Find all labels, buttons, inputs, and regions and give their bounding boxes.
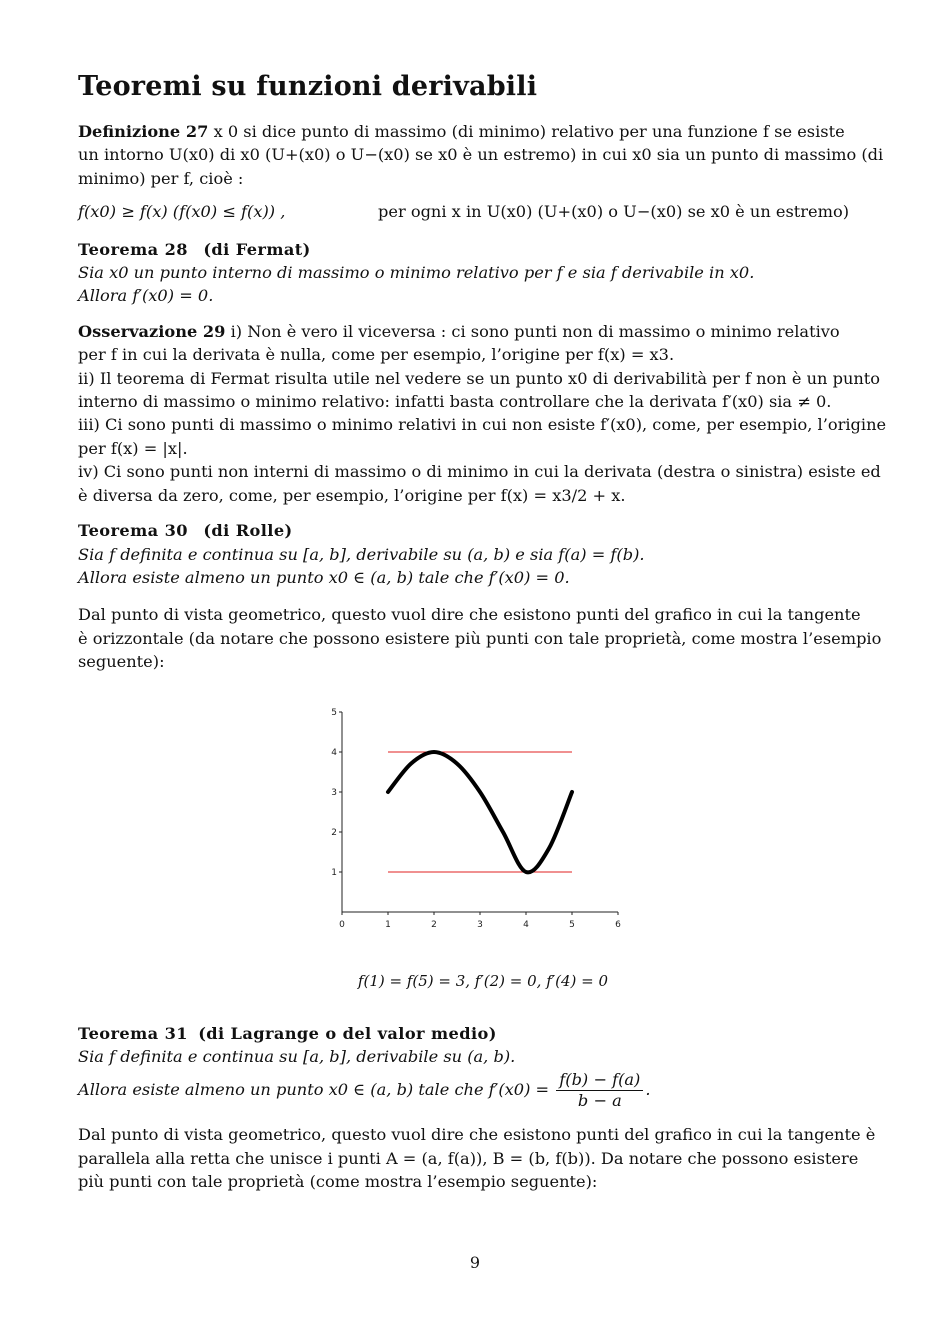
theorem-30 bbox=[78, 519, 888, 589]
theorem-statement: Sia x0 un punto interno di massimo o minimo relativo per f e sia f derivabile in x0. bbox=[78, 263, 755, 283]
fraction-denominator: b − a bbox=[577, 1091, 622, 1111]
definition-line: un intorno U(x0) di x0 (U+(x0) o U−(x0) se x0 è un estremo) in cui x0 sia un punto di massimo (di bbox=[78, 145, 884, 165]
function-curve bbox=[388, 752, 572, 872]
fraction-numerator: f(b) − f(a) bbox=[556, 1070, 643, 1091]
x-tick-label: 3 bbox=[477, 919, 483, 930]
observation-line: per f(x) = |x|. bbox=[78, 438, 188, 458]
definition-label: Definizione 27 bbox=[78, 122, 209, 141]
definition-line: minimo) per f, cioè : bbox=[78, 168, 244, 188]
conclusion-text: Allora esiste almeno un punto x0 ∈ (a, b) tale che f′(x0) = bbox=[78, 1080, 550, 1100]
theorem-statement: Sia f definita e continua su [a, b], derivabile su (a, b). bbox=[78, 1046, 516, 1066]
chart-caption: f(1) = f(5) = 3, f′(2) = 0, f′(4) = 0 bbox=[357, 971, 609, 990]
theorem-31 bbox=[78, 1022, 888, 1112]
paragraph-line: Dal punto di vista geometrico, questo vuol dire che esistono punti del grafico in cui la tangente è bbox=[78, 1125, 876, 1145]
paragraph-line: più punti con tale proprietà (come mostra l’esempio seguente): bbox=[78, 1172, 598, 1192]
rolle-chart-figure bbox=[78, 704, 888, 1014]
observation-line: iii) Ci sono punti di massimo o minimo relativi in cui non esiste f′(x0), come, per esempio, l’origine bbox=[78, 415, 887, 435]
page-number: 9 bbox=[469, 1253, 481, 1272]
paragraph-line: seguente): bbox=[78, 652, 165, 672]
x-tick-label: 2 bbox=[431, 919, 437, 930]
page-content bbox=[78, 70, 888, 1206]
page-title: Teoremi su funzioni derivabili bbox=[78, 71, 538, 102]
x-tick-label: 6 bbox=[615, 919, 621, 930]
rolle-chart bbox=[328, 704, 638, 944]
definition-27 bbox=[78, 120, 888, 224]
observation-line: i) Non è vero il viceversa : ci sono punti non di massimo o minimo relativo bbox=[230, 321, 840, 341]
definition-equation bbox=[78, 200, 888, 223]
mean-value-fraction bbox=[556, 1070, 643, 1111]
theorem-28 bbox=[78, 238, 888, 308]
y-tick-label: 2 bbox=[331, 827, 337, 838]
x-tick-label: 4 bbox=[523, 919, 529, 930]
observation-line: per f in cui la derivata è nulla, come per esempio, l’origine per f(x) = x3. bbox=[78, 345, 675, 365]
paragraph-line: parallela alla retta che unisce i punti A = (a, f(a)), B = (b, f(b)). Da notare che possono esistere bbox=[78, 1148, 859, 1168]
theorem-statement: Sia f definita e continua su [a, b], derivabile su (a, b) e sia f(a) = f(b). bbox=[78, 544, 645, 564]
x-tick-label: 1 bbox=[385, 919, 391, 930]
equation-right: per ogni x in U(x0) (U+(x0) o U−(x0) se x0 è un estremo) bbox=[378, 202, 850, 222]
observation-29 bbox=[78, 320, 888, 507]
observation-label: Osservazione 29 bbox=[78, 321, 226, 341]
geometric-paragraph-1 bbox=[78, 603, 888, 673]
paragraph-line: Dal punto di vista geometrico, questo vuol dire che esistono punti del grafico in cui la tangente bbox=[78, 605, 861, 625]
theorem-conclusion: Allora f′(x0) = 0. bbox=[78, 286, 214, 306]
theorem-label: Teorema 30 bbox=[78, 521, 188, 541]
y-tick-label: 3 bbox=[331, 787, 337, 798]
theorem-name: (di Rolle) bbox=[203, 521, 293, 541]
theorem-conclusion: Allora esiste almeno un punto x0 ∈ (a, b) tale che f′(x0) = $\frac{f(b) - f(a)}{b - a}$ . bbox=[78, 1070, 651, 1111]
y-tick-label: 1 bbox=[331, 867, 337, 878]
theorem-conclusion: Allora esiste almeno un punto x0 ∈ (a, b) tale che f′(x0) = 0. bbox=[78, 567, 570, 587]
observation-line: ii) Il teorema di Fermat risulta utile nel vedere se un punto x0 di derivabilità per f non è un punto bbox=[78, 368, 881, 388]
x-tick-label: 5 bbox=[569, 919, 575, 930]
geometric-paragraph-2 bbox=[78, 1123, 888, 1193]
paragraph-line: è orizzontale (da notare che possono esistere più punti con tale proprietà, come mostra l’esempio bbox=[78, 628, 882, 648]
definition-line: x 0 si dice punto di massimo (di minimo) relativo per una funzione f se esiste bbox=[213, 122, 845, 141]
theorem-name: (di Lagrange o del valor medio) bbox=[198, 1023, 497, 1043]
x-tick-label: 0 bbox=[339, 919, 345, 930]
y-tick-label: 4 bbox=[331, 747, 337, 758]
observation-line: interno di massimo o minimo relativo: infatti basta controllare che la derivata f′(x0) sia ≠ 0. bbox=[78, 392, 832, 412]
theorem-name: (di Fermat) bbox=[203, 239, 311, 259]
equation-left: f(x0) ≥ f(x) (f(x0) ≤ f(x)) , bbox=[78, 202, 286, 222]
theorem-label: Teorema 28 bbox=[78, 239, 188, 259]
theorem-label: Teorema 31 bbox=[78, 1023, 188, 1043]
observation-line: è diversa da zero, come, per esempio, l’origine per f(x) = x3/2 + x. bbox=[78, 485, 626, 505]
y-tick-label: 5 bbox=[331, 707, 337, 718]
observation-line: iv) Ci sono punti non interni di massimo o di minimo in cui la derivata (destra o sinistra) esiste ed bbox=[78, 462, 881, 482]
